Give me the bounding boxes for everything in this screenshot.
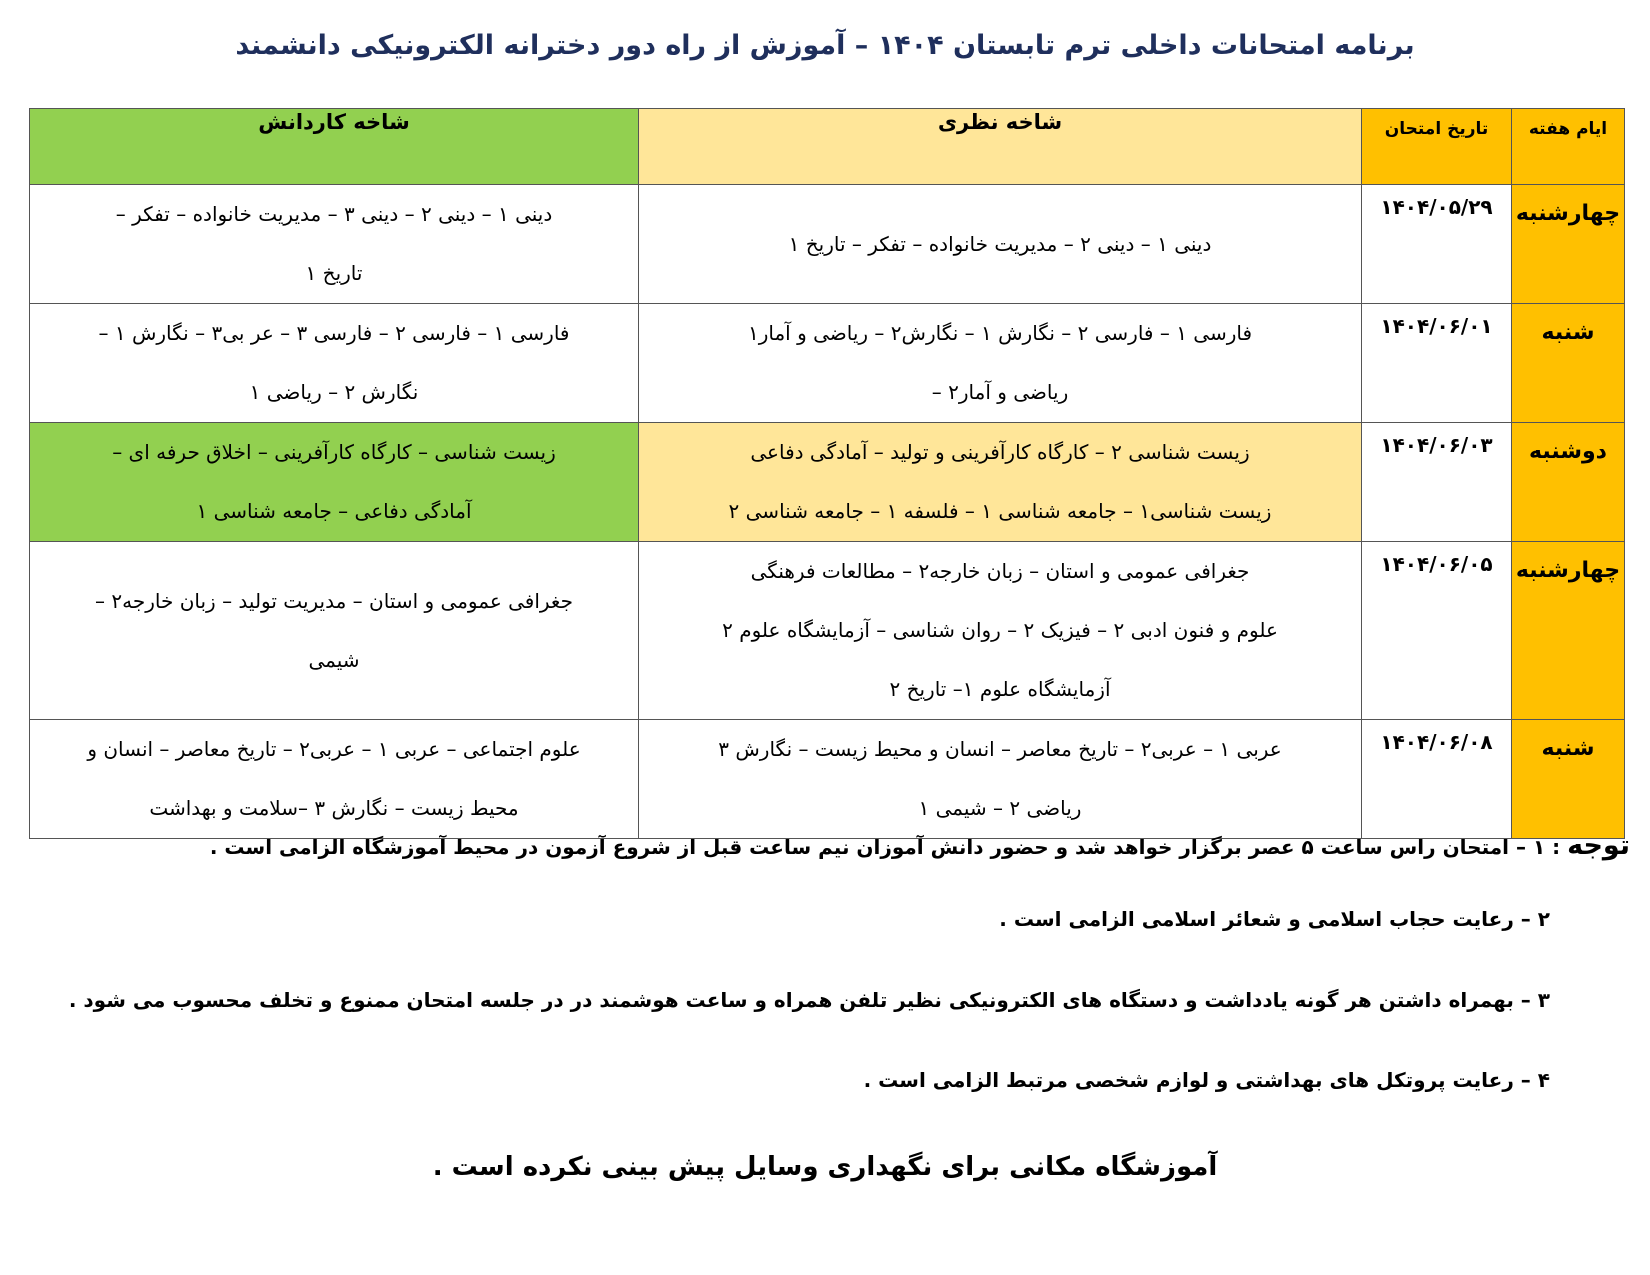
nazari-line: ریاضی و آمار۲ –	[931, 380, 1069, 404]
date-cell: ۱۴۰۴/۰۶/۰۳	[1362, 423, 1512, 542]
day-cell: دوشنبه	[1512, 423, 1625, 542]
note-item: ۴ – رعایت پروتکل های بهداشتی و لوازم شخصی مرتبط الزامی است .	[863, 1068, 1550, 1092]
kardanesh-cell	[30, 423, 639, 542]
nazari-line: علوم و فنون ادبی ۲ – فیزیک ۲ – روان شناسی – آزمایشگاه علوم ۲	[722, 618, 1278, 642]
table-row	[30, 185, 1625, 304]
day-cell: چهارشنبه	[1512, 542, 1625, 720]
kardanesh-cell	[30, 542, 639, 720]
kardanesh-cell	[30, 720, 639, 839]
nazari-line: فارسی ۱ – فارسی ۲ – نگارش ۱ – نگارش۲ – ریاضی و آمار۱	[747, 321, 1253, 345]
kardanesh-cell	[30, 185, 639, 304]
date-cell: ۱۴۰۴/۰۶/۰۱	[1362, 304, 1512, 423]
kardanesh-line: فارسی ۱ – فارسی ۲ – فارسی ۳ – عر بی۳ – نگارش ۱ –	[98, 321, 570, 345]
date-cell: ۱۴۰۴/۰۶/۰۸	[1362, 720, 1512, 839]
kardanesh-line: محیط زیست – نگارش ۳ –سلامت و بهداشت	[149, 796, 519, 820]
kardanesh-line: آمادگی دفاعی – جامعه شناسی ۱	[196, 499, 472, 523]
kardanesh-line: زیست شناسی – کارگاه کارآفرینی – اخلاق حرفه ای –	[112, 440, 556, 464]
table-row	[30, 304, 1625, 423]
kardanesh-line: دینی ۱ – دینی ۲ – دینی ۳ – مدیریت خانواده – تفکر –	[115, 202, 553, 226]
kardanesh-line: نگارش ۲ – ریاضی ۱	[249, 380, 419, 404]
nazari-line: آزمایشگاه علوم ۱– تاریخ ۲	[889, 677, 1111, 701]
day-cell: شنبه	[1512, 304, 1625, 423]
note-item: ۲ – رعایت حجاب اسلامی و شعائر اسلامی الزامی است .	[999, 907, 1550, 931]
kardanesh-line: علوم اجتماعی – عربی ۱ – عربی۲ – تاریخ معاصر – انسان و	[87, 737, 581, 761]
nazari-line: جغرافی عمومی و استان – زبان خارجه۲ – مطالعات فرهنگی	[750, 559, 1250, 583]
kardanesh-cell	[30, 304, 639, 423]
date-cell: ۱۴۰۴/۰۵/۲۹	[1362, 185, 1512, 304]
header-nazari: شاخه نظری	[639, 109, 1362, 185]
note-item: ۳ – بهمراه داشتن هر گونه یادداشت و دستگاه های الکترونیکی نظیر تلفن همراه و ساعت هوشمند در در جلسه امتحان ممنوع و تخلف محسوب می شود .	[68, 988, 1550, 1012]
header-kardanesh: شاخه کاردانش	[30, 109, 639, 185]
note-text: : ۱ – امتحان راس ساعت ۵ عصر برگزار خواهد شد و حضور دانش آموزان نیم ساعت قبل از شروع آزمون در محیط آموزشگاه الزامی است .	[209, 835, 1568, 859]
table-row	[30, 423, 1625, 542]
table-row	[30, 542, 1625, 720]
note-item	[210, 830, 1630, 861]
day-cell: شنبه	[1512, 720, 1625, 839]
footer-note: آموزشگاه مکانی برای نگهداری وسایل پیش بینی نکرده است .	[432, 1152, 1218, 1182]
notes-label: توجه	[1567, 830, 1630, 861]
kardanesh-line: شیمی	[308, 647, 360, 672]
page-title: برنامه امتحانات داخلی ترم تابستان ۱۴۰۴ – آموزش از راه دور دخترانه الکترونیکی دانشمند	[235, 30, 1415, 61]
date-cell: ۱۴۰۴/۰۶/۰۵	[1362, 542, 1512, 720]
header-day: ایام هفته	[1512, 109, 1625, 185]
nazari-line: دینی ۱ – دینی ۲ – مدیریت خانواده – تفکر – تاریخ ۱	[788, 231, 1212, 256]
nazari-line: ریاضی ۲ – شیمی ۱	[918, 796, 1082, 820]
nazari-line: زیست شناسی۱ – جامعه شناسی ۱ – فلسفه ۱ – جامعه شناسی ۲	[728, 499, 1272, 523]
header-date: تاریخ امتحان	[1362, 109, 1512, 185]
nazari-cell	[639, 423, 1362, 542]
table-row	[30, 720, 1625, 839]
nazari-cell	[639, 185, 1362, 304]
kardanesh-line: تاریخ ۱	[305, 261, 363, 285]
nazari-line: زیست شناسی ۲ – کارگاه کارآفرینی و تولید – آمادگی دفاعی	[750, 440, 1250, 464]
nazari-cell	[639, 720, 1362, 839]
nazari-cell	[639, 304, 1362, 423]
nazari-cell	[639, 542, 1362, 720]
day-cell: چهارشنبه	[1512, 185, 1625, 304]
table-header-row	[30, 109, 1625, 185]
nazari-line: عربی ۱ – عربی۲ – تاریخ معاصر – انسان و محیط زیست – نگارش ۳	[718, 737, 1282, 761]
kardanesh-line: جغرافی عمومی و استان – مدیریت تولید – زبان خارجه۲ –	[95, 588, 573, 613]
exam-schedule-table	[29, 108, 1625, 839]
